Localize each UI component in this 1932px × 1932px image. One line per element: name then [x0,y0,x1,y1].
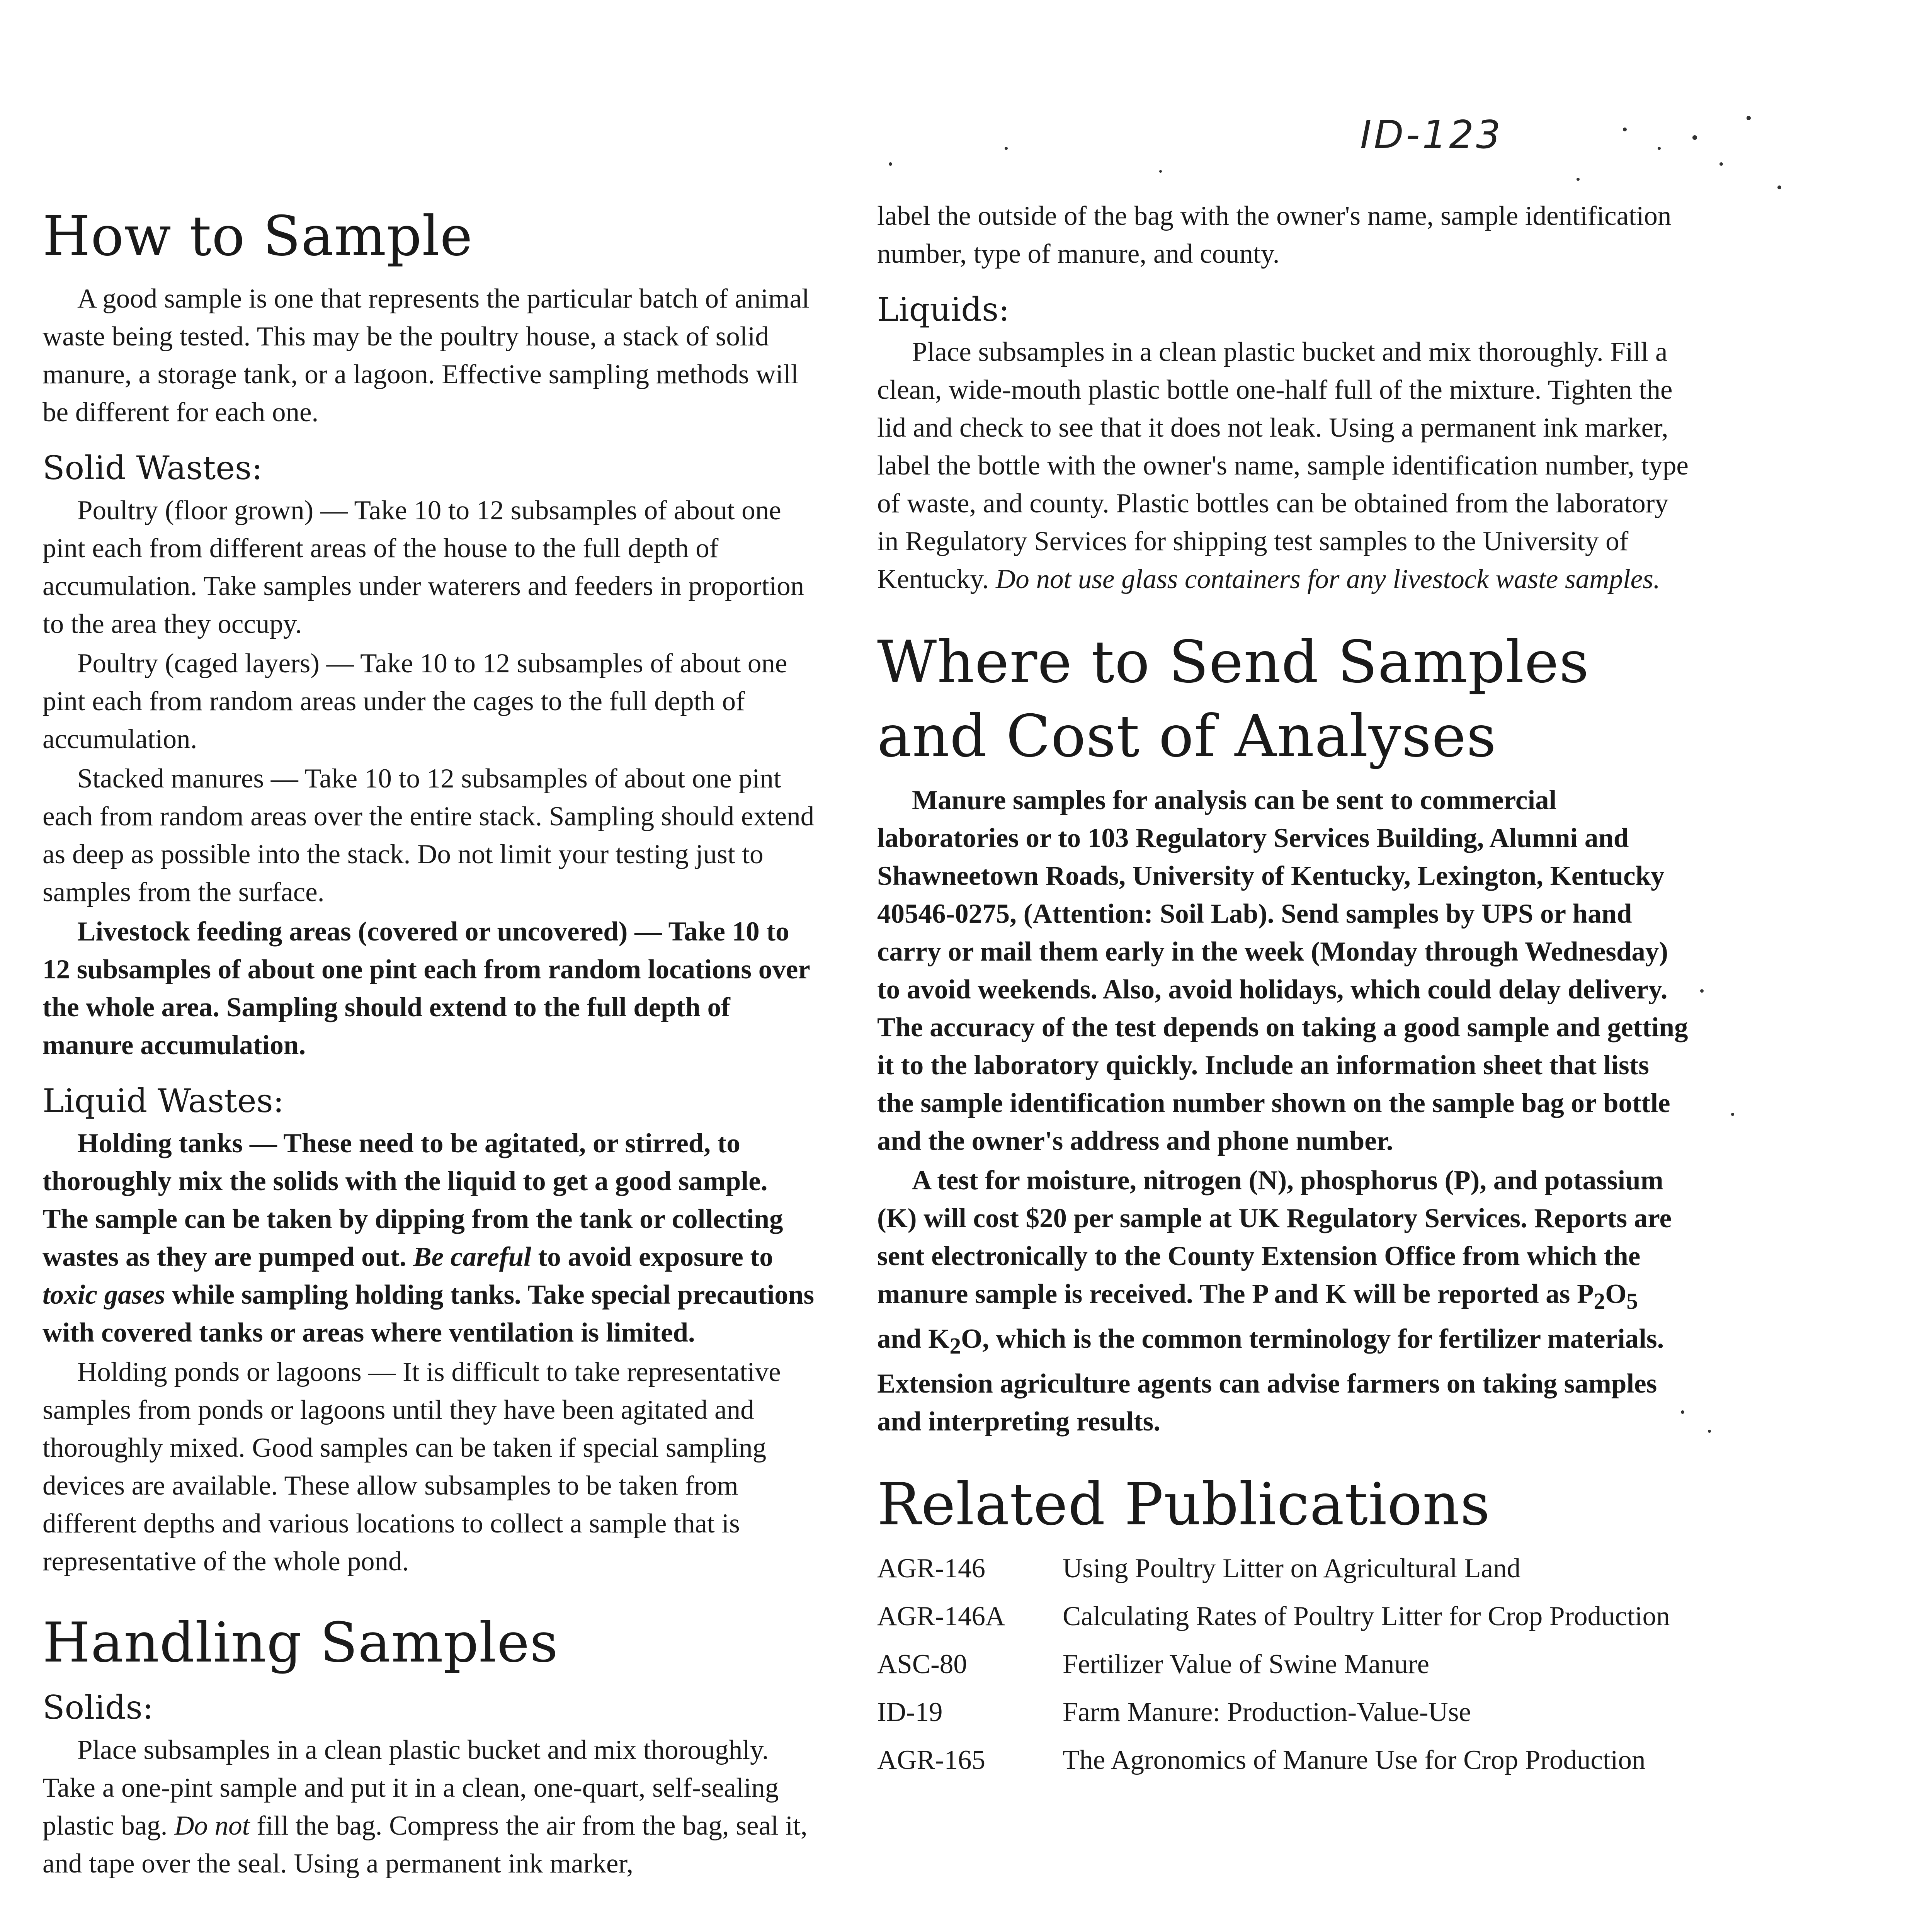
publication-title: Calculating Rates of Poultry Litter for Crop Production [1063,1601,1670,1632]
solid-livestock-feeding: Livestock feeding areas (covered or uncovered) — Take 10 to 12 subsamples of about one pint each from random locations over the whole area. Sampling should extend to the full depth of manure accumulation. [43,917,810,1060]
how-to-sample-intro: A good sample is one that represents the particular batch of animal waste being tested. This may be the poultry house, a stack of solid manure, a storage tank, or a lagoon. Effective sampling methods will be different for each one. [43,284,810,427]
publication-title: Fertilizer Value of Swine Manure [1063,1649,1430,1680]
publication-row [877,1693,1696,1741]
publication-row [877,1741,1696,1789]
solid-wastes-heading: Solid Wastes: [43,449,263,487]
solids-heading: Solids: [43,1689,154,1726]
publication-title: Using Poultry Litter on Agricultural Land [1063,1553,1521,1584]
solids-paragraph-continued: label the outside of the bag with the owner's name, sample identification number, type of manure, and county. [877,201,1672,269]
publication-code: ASC-80 [877,1649,967,1680]
liquid-holding-tanks: Holding tanks — These need to be agitated, or stirred, to thoroughly mix the solids with the liquid to get a good sample. The sample can be taken by dipping from the tank or collecting wastes as they are pumped out. Be careful to avoid exposure to toxic gases while sampling holding tanks. Take special precautions with covered tanks or areas where ventilation is limited. [43,1128,814,1348]
publication-code: AGR-146A [877,1601,1005,1632]
left-column [43,201,815,1884]
right-column [877,197,1689,1789]
related-publications-table [877,1549,1696,1789]
liquid-wastes-heading: Liquid Wastes: [43,1082,284,1120]
where-to-send-heading: Where to Send Samples and Cost of Analyses [877,629,1589,770]
solids-paragraph: Place subsamples in a clean plastic bucket and mix thoroughly. Take a one-pint sample and put it in a clean, one-quart, self-sealing plastic bag. Do not fill the bag. Compress the air from the bag, seal it, and tape over the seal. Using a permanent ink marker, [43,1735,808,1879]
publication-title: Farm Manure: Production-Value-Use [1063,1697,1471,1728]
publication-row [877,1645,1696,1693]
publication-row [877,1549,1696,1597]
solid-poultry-caged: Poultry (caged layers) — Take 10 to 12 subsamples of about one pint each from random areas under the cages to the full depth of accumulation. [43,648,787,754]
handling-samples-heading: Handling Samples [43,1611,558,1675]
liquids-paragraph: Place subsamples in a clean plastic bucket and mix thoroughly. Fill a clean, wide-mouth plastic bottle one-half full of the mixture. Tighten the lid and check to see that it does not leak. Using a permanent ink marker, label the bottle with the owner's name, sample identification number, type of waste, and county. Plastic bottles can be obtained from the laboratory in Regulatory Services for shipping test samples to the University of Kentucky. Do not use glass containers for any livestock waste samples. [877,337,1689,594]
how-to-sample-heading: How to Sample [43,204,473,268]
publication-row [877,1597,1696,1645]
solid-poultry-floor: Poultry (floor grown) — Take 10 to 12 subsamples of about one pint each from different areas of the house to the full depth of accumulation. Take samples under waterers and feeders in proportion to the area they occupy. [43,495,804,639]
liquid-holding-ponds: Holding ponds or lagoons — It is difficult to take representative samples from ponds or lagoons until they have been agitated and thoroughly mixed. Good samples can be taken if special sampling devices are available. These allow subsamples to be taken from different depths and various locations to collect a sample that is representative of the whole pond. [43,1357,781,1577]
publication-code: ID-19 [877,1697,943,1728]
publication-code: AGR-165 [877,1745,986,1776]
publication-title: The Agronomics of Manure Use for Crop Production [1063,1745,1646,1776]
related-publications-heading: Related Publications [877,1471,1490,1539]
publication-code: AGR-146 [877,1553,986,1584]
solid-stacked-manures: Stacked manures — Take 10 to 12 subsamples of about one pint each from random areas over the entire stack. Sampling should extend as deep as possible into the stack. Do not limit your testing just to samples from the surface. [43,764,815,907]
document-id-handwritten: ID-123 [1360,112,1503,157]
where-to-send-paragraph: Manure samples for analysis can be sent to commercial laboratories or to 103 Regulatory Services Building, Alumni and Shawneetown Roads, University of Kentucky, Lexington, Kentucky 40546-0275, (Attention: Soil Lab). Send samples by UPS or hand carry or mail them early in the week (Monday through Wednesday) to avoid weekends. Also, avoid holidays, which could delay delivery. The accuracy of the test depends on taking a good sample and getting it to the laboratory quickly. Include an information sheet that lists the sample identification number shown on the sample bag or bottle and the owner's address and phone number. [877,785,1688,1156]
liquids-heading: Liquids: [877,291,1010,328]
cost-paragraph: A test for moisture, nitrogen (N), phosphorus (P), and potassium (K) will cost $20 per sample at UK Regulatory Services. Reports are sent electronically to the County Extension Office from which the manure sample is received. The P and K will be reported as $P_2O_5$ and $K_2O$, which is the common terminology for fertilizer materials. Extension agriculture agents can advise farmers on taking samples and interpreting results. [877,1165,1672,1437]
